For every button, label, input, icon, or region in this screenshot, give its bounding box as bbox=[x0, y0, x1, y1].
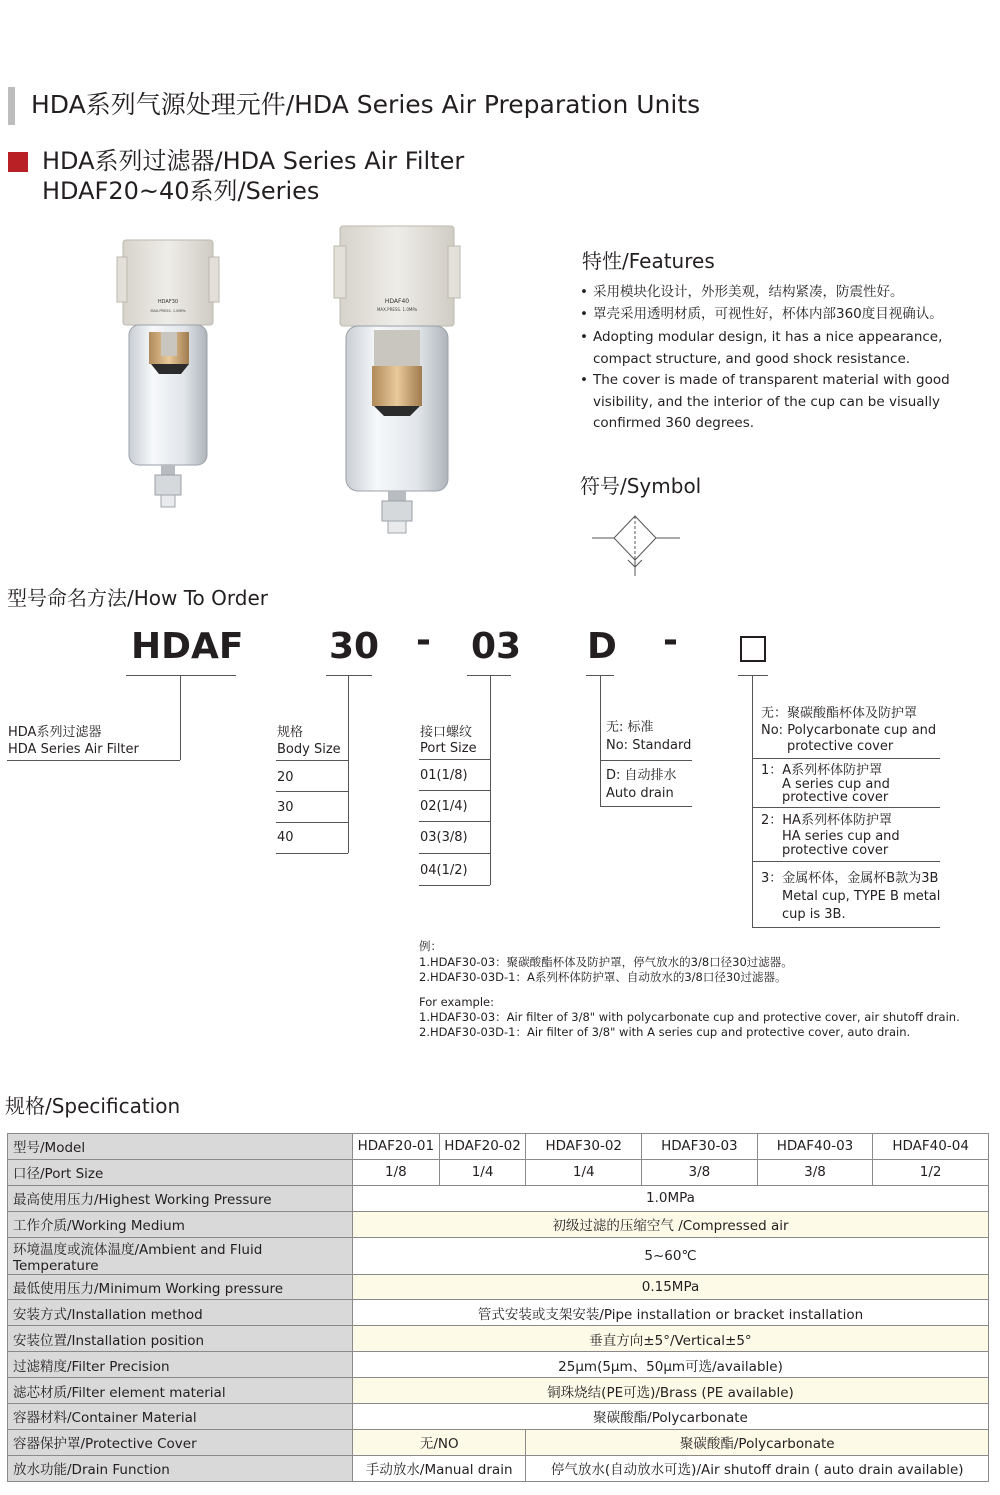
feature-item: • 罩壳采用透明材质，可视性好，杯体内部360度目视确认。 bbox=[580, 304, 990, 326]
table-row bbox=[8, 1300, 989, 1326]
code-series: HDAF bbox=[131, 626, 244, 667]
cup-option-en: protective cover bbox=[787, 739, 894, 754]
product-image-hdaf30 bbox=[115, 232, 225, 512]
port-size-label-cn: 接口螺纹 bbox=[420, 725, 473, 740]
spec-label: 过滤精度/Filter Precision bbox=[8, 1352, 353, 1378]
table-row bbox=[8, 1352, 989, 1378]
order-title: 型号命名方法/How To Order bbox=[7, 586, 268, 610]
code-body-size: 30 bbox=[329, 626, 380, 667]
spec-value: 停气放水(自动放水可选)/Air shutoff drain ( auto drain available) bbox=[526, 1455, 989, 1481]
table-row bbox=[8, 1326, 989, 1352]
table-row bbox=[8, 1211, 989, 1237]
table-row bbox=[8, 1237, 989, 1274]
port-size-option: 04(1/2) bbox=[420, 863, 468, 878]
drain-option-en: Auto drain bbox=[606, 786, 674, 801]
filter-symbol-icon bbox=[590, 514, 682, 578]
port-cell: 1/2 bbox=[873, 1159, 989, 1185]
spec-value: 聚碳酸酯/Polycarbonate bbox=[526, 1429, 989, 1455]
feature-item: • 采用模块化设计，外形美观，结构紧凑，防震性好。 bbox=[580, 282, 990, 304]
symbol-title: 符号/Symbol bbox=[580, 474, 702, 498]
code-port-size: 03 bbox=[471, 626, 522, 667]
spec-value: 1.0MPa bbox=[353, 1185, 989, 1211]
port-cell: 1/4 bbox=[526, 1159, 642, 1185]
spec-value: 5~60℃ bbox=[353, 1237, 989, 1274]
drain-option-cn: 无: 标准 bbox=[606, 720, 654, 735]
port-size-option: 02(1/4) bbox=[420, 799, 468, 814]
body-size-option: 40 bbox=[277, 830, 294, 845]
product-title-line-2: HDAF20~40系列/Series bbox=[42, 177, 320, 205]
code-drain: D bbox=[587, 626, 617, 667]
spec-label: 工作介质/Working Medium bbox=[8, 1211, 353, 1237]
spec-label: 安装方式/Installation method bbox=[8, 1300, 353, 1326]
spec-value: 无/NO bbox=[353, 1429, 526, 1455]
spec-label: 容器保护罩/Protective Cover bbox=[8, 1429, 353, 1455]
spec-value: 0.15MPa bbox=[353, 1274, 989, 1300]
cup-option-en: protective cover bbox=[782, 843, 889, 858]
spec-label: 环境温度或流体温度/Ambient and Fluid Temperature bbox=[8, 1237, 353, 1274]
cup-option-cn: 3：金属杯体，金属杯B款为3B bbox=[761, 871, 939, 886]
spec-value: 25μm(5μm、50μm可选/available) bbox=[353, 1352, 989, 1378]
port-cell: 1/4 bbox=[439, 1159, 526, 1185]
model-cell: HDAF20-02 bbox=[439, 1134, 526, 1160]
model-cell: HDAF30-03 bbox=[642, 1134, 758, 1160]
product-image-hdaf40 bbox=[332, 218, 462, 536]
features-list bbox=[580, 282, 990, 435]
features-title: 特性/Features bbox=[582, 249, 715, 273]
feature-item: • The cover is made of transparent material with good visibility, and the interior of the cup can be visually confirmed 360 degrees. bbox=[580, 370, 990, 435]
port-cell: 3/8 bbox=[642, 1159, 758, 1185]
page-title: HDA系列气源处理元件/HDA Series Air Preparation Units bbox=[8, 87, 700, 125]
port-size-label-en: Port Size bbox=[420, 741, 477, 756]
model-cell: HDAF30-02 bbox=[526, 1134, 642, 1160]
series-label-en: HDA Series Air Filter bbox=[8, 742, 139, 757]
spec-label: 口径/Port Size bbox=[8, 1159, 353, 1185]
table-row bbox=[8, 1185, 989, 1211]
drain-option-en: No: Standard bbox=[606, 738, 692, 753]
example-cn-line: 2.HDAF30-03D-1：A系列杯体防护罩、自动放水的3/8口径30过滤器。 bbox=[419, 970, 787, 984]
example-cn-title: 例： bbox=[419, 939, 442, 953]
table-row bbox=[8, 1274, 989, 1300]
spec-value: 初级过滤的压缩空气 /Compressed air bbox=[353, 1211, 989, 1237]
cup-option-en: HA series cup and bbox=[782, 829, 900, 844]
spec-value: 手动放水/Manual drain bbox=[353, 1455, 526, 1481]
product-press-1: MAX.PRESS. 1.0MPa bbox=[150, 309, 186, 313]
spec-label: 最低使用压力/Minimum Working pressure bbox=[8, 1274, 353, 1300]
cup-option-en: A series cup and bbox=[782, 777, 890, 792]
spec-label: 安装位置/Installation position bbox=[8, 1326, 353, 1352]
example-en-line: 2.HDAF30-03D-1：Air filter of 3/8" with A series cup and protective cover, auto drain. bbox=[419, 1025, 911, 1039]
series-label-cn: HDA系列过滤器 bbox=[8, 725, 102, 740]
code-option-box bbox=[740, 636, 766, 662]
cup-option-en: No: Polycarbonate cup and bbox=[761, 723, 937, 738]
body-size-option: 30 bbox=[277, 800, 294, 815]
spec-value: 聚碳酸酯/Polycarbonate bbox=[353, 1404, 989, 1430]
table-row bbox=[8, 1159, 989, 1185]
cup-option-en: cup is 3B. bbox=[782, 907, 846, 922]
spec-label: 滤芯材质/Filter element material bbox=[8, 1378, 353, 1404]
spec-title: 规格/Specification bbox=[5, 1094, 181, 1118]
cup-option-cn: 1：A系列杯体防护罩 bbox=[761, 763, 883, 778]
example-en-title: For example: bbox=[419, 995, 494, 1009]
table-row bbox=[8, 1404, 989, 1430]
port-cell: 3/8 bbox=[757, 1159, 873, 1185]
table-row bbox=[8, 1378, 989, 1404]
spec-label: 型号/Model bbox=[8, 1134, 353, 1160]
spec-value: 管式安装或支架安装/Pipe installation or bracket installation bbox=[353, 1300, 989, 1326]
product-title bbox=[42, 146, 464, 206]
code-dash-1: - bbox=[416, 620, 431, 661]
body-size-option: 20 bbox=[277, 770, 294, 785]
model-cell: HDAF40-04 bbox=[873, 1134, 989, 1160]
feature-item: • Adopting modular design, it has a nice appearance, compact structure, and good shock resistance. bbox=[580, 327, 990, 370]
product-press-2: MAX.PRESS. 1.0MPa bbox=[376, 307, 418, 312]
example-cn-line: 1.HDAF30-03：聚碳酸酯杯体及防护罩，停气放水的3/8口径30过滤器。 bbox=[419, 955, 793, 969]
spec-label: 放水功能/Drain Function bbox=[8, 1455, 353, 1481]
cup-option-en: protective cover bbox=[782, 790, 889, 805]
model-cell: HDAF40-03 bbox=[757, 1134, 873, 1160]
code-dash-2: - bbox=[663, 620, 678, 661]
spec-value: 垂直方向±5°/Vertical±5° bbox=[353, 1326, 989, 1352]
cup-option-cn: 2：HA系列杯体防护罩 bbox=[761, 813, 892, 828]
spec-table bbox=[7, 1133, 989, 1482]
model-cell: HDAF20-01 bbox=[353, 1134, 440, 1160]
cup-option-en: Metal cup, TYPE B metal bbox=[782, 889, 941, 904]
section-marker bbox=[8, 152, 28, 172]
body-size-label-cn: 规格 bbox=[277, 725, 304, 740]
spec-label: 最高使用压力/Highest Working Pressure bbox=[8, 1185, 353, 1211]
product-title-line-1: HDA系列过滤器/HDA Series Air Filter bbox=[42, 147, 465, 175]
port-cell: 1/8 bbox=[353, 1159, 440, 1185]
table-row bbox=[8, 1134, 989, 1160]
spec-label: 容器材料/Container Material bbox=[8, 1404, 353, 1430]
body-size-label-en: Body Size bbox=[277, 742, 341, 757]
port-size-option: 03(3/8) bbox=[420, 830, 468, 845]
table-row bbox=[8, 1429, 989, 1455]
product-label-1: HDAF30 bbox=[157, 299, 179, 305]
port-size-option: 01(1/8) bbox=[420, 768, 468, 783]
example-en-line: 1.HDAF30-03：Air filter of 3/8" with polycarbonate cup and protective cover, air shutoff drain. bbox=[419, 1010, 960, 1024]
drain-option-cn: D: 自动排水 bbox=[606, 768, 677, 783]
table-row bbox=[8, 1455, 989, 1481]
cup-option-cn: 无：聚碳酸酯杯体及防护罩 bbox=[761, 706, 918, 721]
spec-value: 铜珠烧结(PE可选)/Brass (PE available) bbox=[353, 1378, 989, 1404]
product-label-2: HDAF40 bbox=[384, 298, 410, 305]
